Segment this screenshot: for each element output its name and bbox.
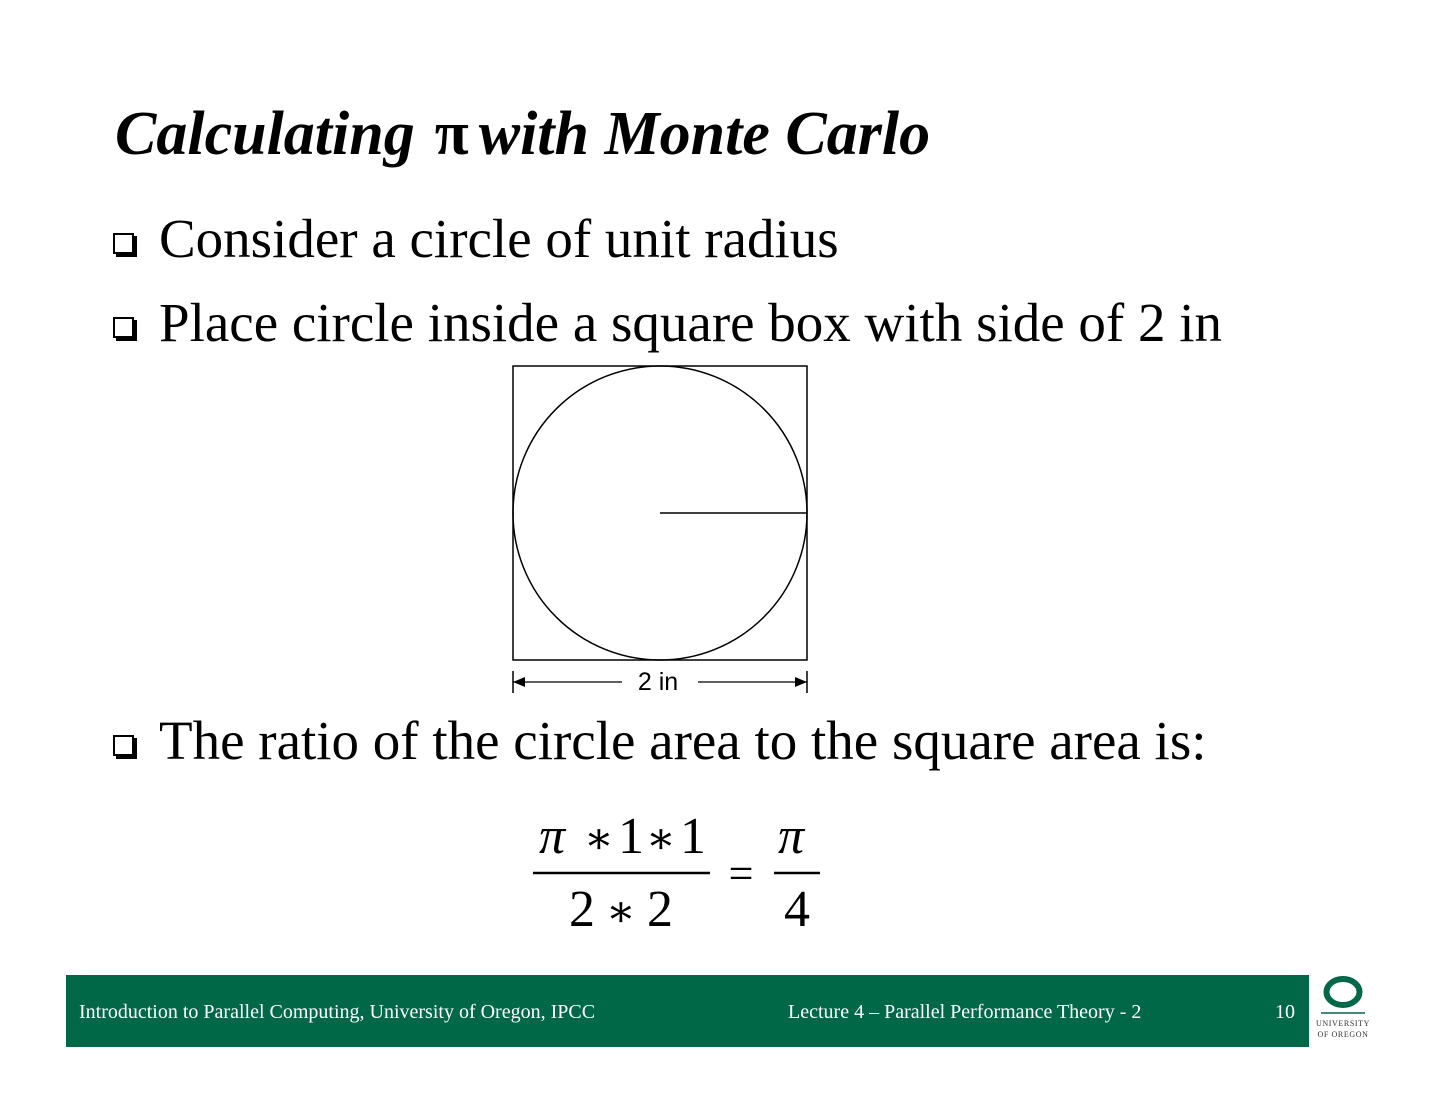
logo-divider xyxy=(1321,1011,1365,1015)
rhs-pi: π xyxy=(777,808,805,865)
footer-bar xyxy=(66,975,1309,1047)
square-bullet-icon xyxy=(113,317,134,338)
oregon-o-icon xyxy=(1323,976,1363,1008)
area-ratio-formula xyxy=(520,808,840,938)
rhs-four: 4 xyxy=(784,881,810,938)
bullet-item xyxy=(113,710,1207,772)
square-bullet-icon xyxy=(113,233,134,254)
equals-sign: = xyxy=(728,849,754,898)
lhs-times-2: ∗ xyxy=(646,814,676,863)
dimension-label: 2 in xyxy=(637,668,679,696)
slide-title xyxy=(115,98,930,170)
circle-in-square-diagram xyxy=(500,355,830,700)
lhs-one-2: 1 xyxy=(680,808,706,865)
title-pi-symbol: π xyxy=(434,100,469,168)
bullet-text: The ratio of the circle area to the square area is: xyxy=(159,710,1207,771)
arrowhead-right-icon xyxy=(795,677,807,687)
square-bullet-icon xyxy=(113,735,134,756)
footer-lecture-title: Lecture 4 – Parallel Performance Theory - 2 xyxy=(788,1001,1142,1023)
bullet-item xyxy=(113,208,839,270)
university-logo xyxy=(1312,976,1374,1048)
arrowhead-left-icon xyxy=(513,677,525,687)
lhs-pi: π xyxy=(538,808,566,865)
lhs-two-2: 2 xyxy=(647,881,673,938)
logo-text-line2: OF OREGON xyxy=(1317,1030,1369,1039)
slide-page-number: 10 xyxy=(1275,1001,1295,1023)
lhs-one-1: 1 xyxy=(618,808,644,865)
bullet-text: Place circle inside a square box with side of 2 in xyxy=(159,292,1223,353)
lhs-times-1: ∗ xyxy=(584,814,614,863)
title-text-after: with Monte Carlo xyxy=(478,100,931,168)
lhs-two-1: 2 xyxy=(569,881,595,938)
bullet-item xyxy=(113,292,1222,354)
bullet-text: Consider a circle of unit radius xyxy=(159,208,839,269)
logo-text-line1: UNIVERSITY xyxy=(1316,1019,1370,1028)
title-text-before: Calculating xyxy=(115,100,415,168)
lhs-times-3: ∗ xyxy=(606,887,636,936)
footer-course-title: Introduction to Parallel Computing, University of Oregon, IPCC xyxy=(79,1001,596,1023)
